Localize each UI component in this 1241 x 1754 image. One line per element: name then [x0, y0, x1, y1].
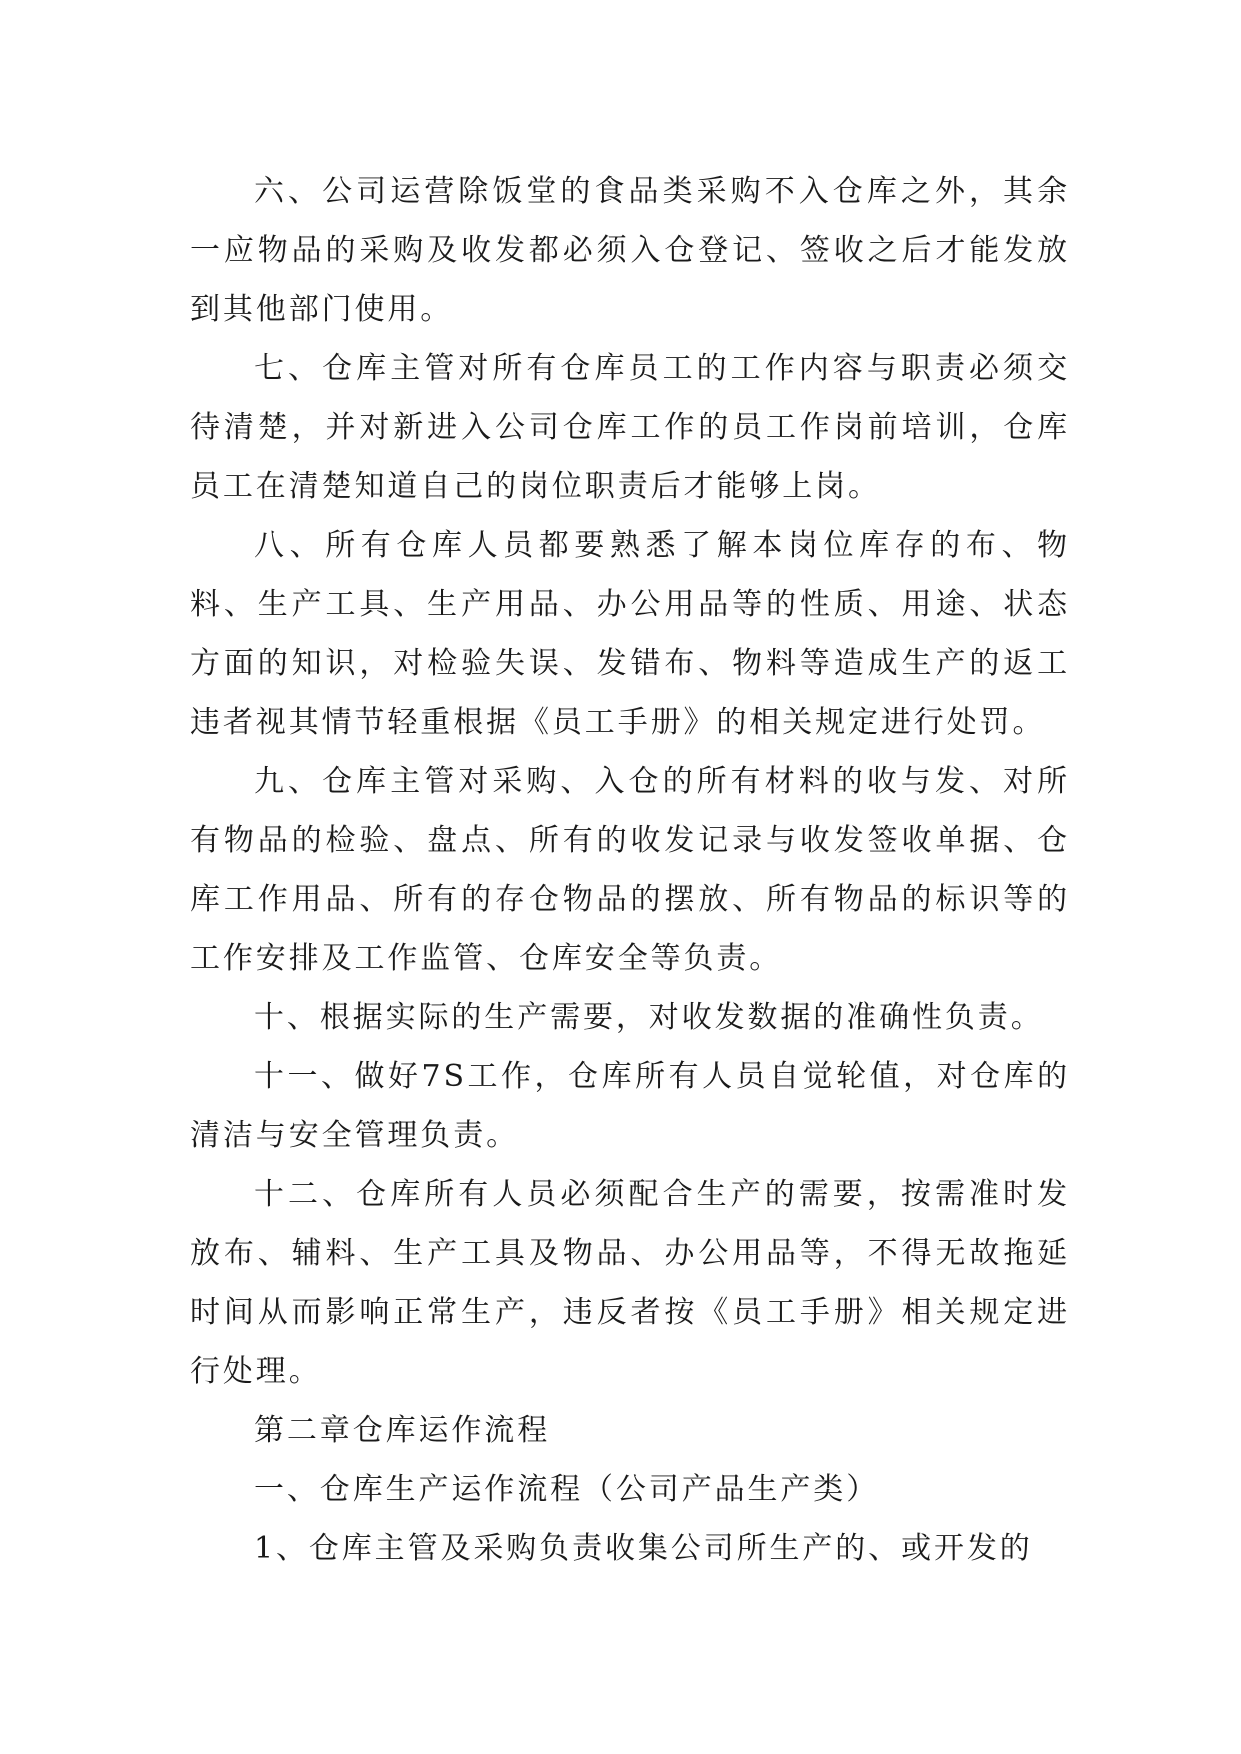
- paragraph-12: 十二、仓库所有人员必须配合生产的需要，按需准时发放布、辅料、生产工具及物品、办公用品等，不得无故拖延时间从而影响正常生产，违反者按《员工手册》相关规定进行处理。: [190, 1177, 1070, 1389]
- paragraph-9: 九、仓库主管对采购、入仓的所有材料的收与发、对所有物品的检验、盘点、所有的收发记录与收发签收单据、仓库工作用品、所有的存仓物品的摆放、所有物品的标识等的工作安排及工作监管、仓库安全等负责。: [190, 764, 1070, 976]
- paragraph-8: 八、所有仓库人员都要熟悉了解本岗位库存的布、物料、生产工具、生产用品、办公用品等的性质、用途、状态方面的知识，对检验失误、发错布、物料等造成生产的返工违者视其情节轻重根据《员工手册》的相关规定进行处罚。: [190, 528, 1070, 740]
- paragraph-6: 六、公司运营除饭堂的食品类采购不入仓库之外，其余一应物品的采购及收发都必须入仓登记、签收之后才能发放到其他部门使用。: [190, 174, 1070, 327]
- paragraph-7: 七、仓库主管对所有仓库员工的工作内容与职责必须交待清楚，并对新进入公司仓库工作的员工作岗前培训，仓库员工在清楚知道自己的岗位职责后才能够上岗。: [190, 351, 1070, 504]
- section-heading: 一、仓库生产运作流程（公司产品生产类）: [254, 1472, 880, 1507]
- paragraph-step-1: 1、仓库主管及采购负责收集公司所生产的、或开发的: [254, 1531, 1033, 1566]
- paragraph-11: 十一、做好7S工作，仓库所有人员自觉轮值，对仓库的清洁与安全管理负责。: [190, 1059, 1070, 1153]
- chapter-heading: 第二章仓库运作流程: [254, 1413, 551, 1448]
- document-body: [190, 162, 1070, 1578]
- paragraph-10: 十、根据实际的生产需要，对收发数据的准确性负责。: [254, 1000, 1044, 1035]
